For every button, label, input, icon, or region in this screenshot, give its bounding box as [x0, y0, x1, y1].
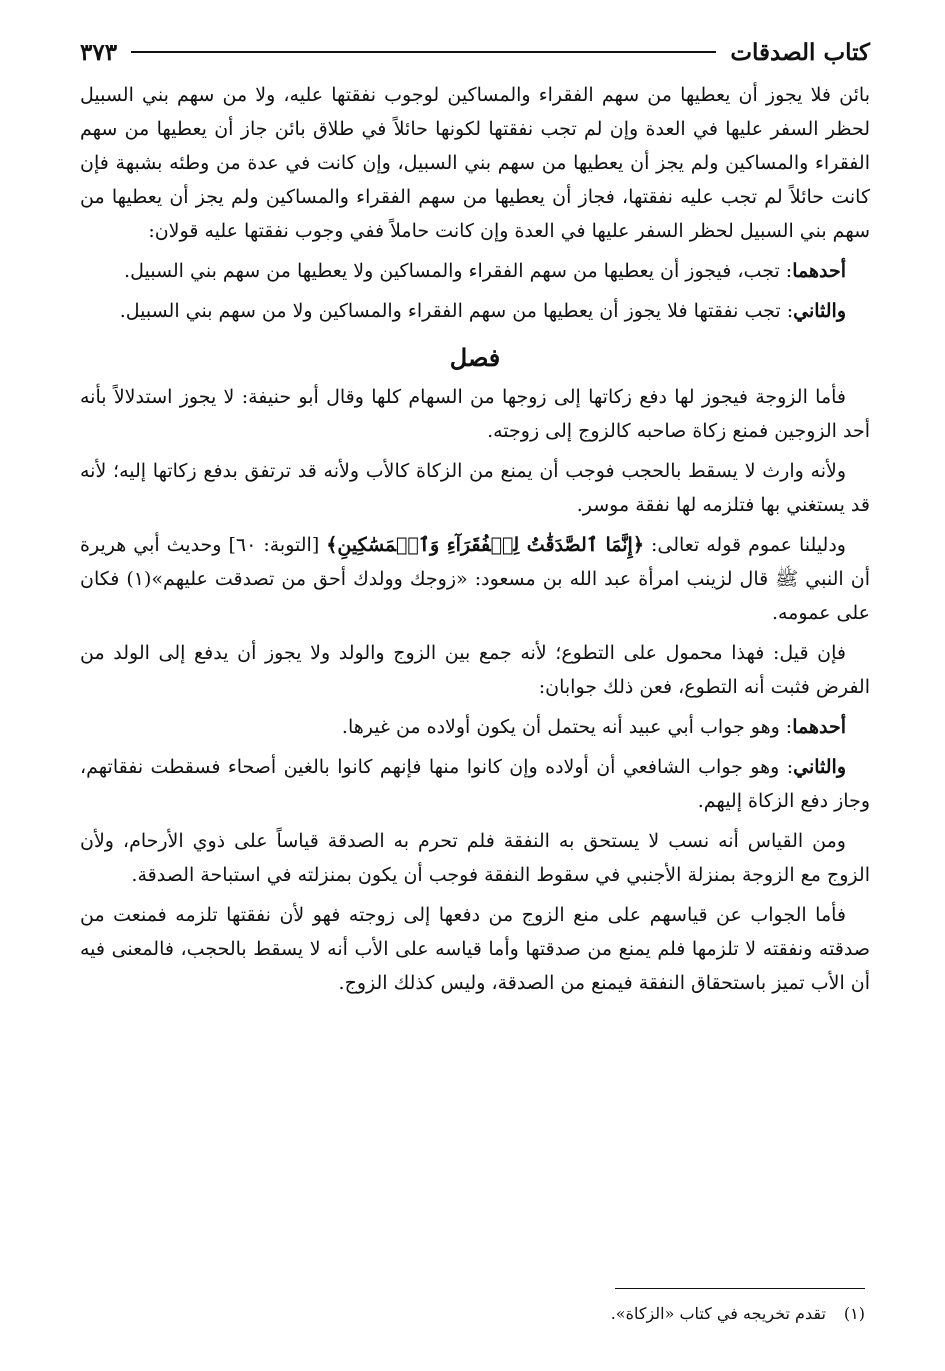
- paragraph-evidence: [80, 528, 870, 630]
- answer-first: [80, 710, 870, 744]
- opinion-second: [80, 294, 870, 328]
- page-number: ٣٧٣: [80, 38, 118, 66]
- footnote: [75, 1300, 865, 1328]
- footnote-number: (١): [843, 1304, 865, 1323]
- opinion-first-text: : تجب، فيجوز أن يعطيها من سهم الفقراء والمساكين ولا يعطيها من سهم بني السبيل.: [124, 260, 793, 282]
- body-text: [80, 78, 870, 1000]
- answer-first-text: : وهو جواب أبي عبيد أنه يحتمل أن يكون أولاده من غيرها.: [341, 716, 793, 738]
- paragraph-heir: ولأنه وارث لا يسقط بالحجب فوجب أن يمنع من الزكاة كالأب ولأنه قد ترتفق بدفع زكاتها إليه؛ لأنه قد يستغني بها فتلزمه لها نفقة موسر.: [80, 460, 870, 516]
- paragraph-objection: فإن قيل: فهذا محمول على التطوع؛ لأنه جمع بين الزوج والولد ولا يجوز أن يدفع إلى الولد من الفرض فثبت أنه التطوع، فعن ذلك جوابان:: [80, 642, 870, 698]
- footnote-rule: [615, 1288, 865, 1289]
- page: [80, 30, 870, 1006]
- paragraph-reply: فأما الجواب عن قياسهم على منع الزوج من دفعها إلى زوجته فهو لأن نفقتها تلزمه فمنعت من صدقته ونفقته لا تلزمها فلم يمنع من صدقتها وأما قياسه على الأب أنه لا يسقط بالحجب، فالمعنى فيه أن الأب تميز باستحقاق النفقة فيمنع من الصدقة، وليس كذلك الزوج.: [80, 904, 870, 994]
- verse-reference: [التوبة: ٦٠]: [221, 534, 327, 556]
- footnote-text: تقدم تخريجه في كتاب «الزكاة».: [610, 1304, 826, 1323]
- opinion-first: [80, 254, 870, 288]
- answer-second-text: : وهو جواب الشافعي أن أولاده وإن كانوا منها فإنهم كانوا بالغين أصحاء فسقطت نفقاتهم، وجاز دفع الزكاة إليهم.: [80, 756, 870, 812]
- quran-verse: ﴿إِنَّمَا ٱلصَّدَقَٰتُ لِلۡفُقَرَآءِ وَٱلۡمَسَٰكِينِ﴾: [326, 534, 644, 556]
- hadith-text: وحديث أبي هريرة أن النبي ﷺ قال لزينب امرأة عبد الله بن مسعود: «زوجك وولدك أحق من تصدقت عليهم»(١) فكان على عمومه.: [80, 534, 870, 624]
- answer-second-term: والثاني: [793, 756, 846, 778]
- evidence-intro: ودليلنا عموم قوله تعالى:: [643, 534, 846, 556]
- opinion-second-term: والثاني: [793, 300, 846, 322]
- answer-second: [80, 750, 870, 818]
- answer-first-term: أحدهما: [792, 716, 846, 738]
- header-rule: [131, 51, 716, 53]
- paragraph-wife-zakat: فأما الزوجة فيجوز لها دفع زكاتها إلى زوجها من السهام كلها وقال أبو حنيفة: لا يجوز استدلالاً بأنه أحد الزوجين فمنع زكاة صاحبه كالزوج إلى زوجته.: [80, 386, 870, 442]
- paragraph-continued: بائن فلا يجوز أن يعطيها من سهم الفقراء والمساكين لوجوب نفقتها عليه، ولا من سهم بني السبيل لحظر السفر عليها في العدة وإن لم تجب نفقتها لكونها حائلاً في طلاق بائن جاز أن يعطيها من سهم الفقراء والمساكين ولم يجز أن يعطيها من سهم بني السبيل، وإن كانت في عدة من وطئه بشبهة فإن كانت حائلاً لم تجب عليه نفقتها، فجاز أن يعطيها من سهم الفقراء والمساكين ولم يجز أن يعطيها من سهم بني السبيل لحظر السفر عليها في العدة وإن كانت حاملاً ففي وجوب نفقتها عليه قولان:: [80, 84, 870, 242]
- paragraph-analogy: ومن القياس أنه نسب لا يستحق به النفقة فلم تحرم به الصدقة قياساً على ذوي الأرحام، ولأن الزوج مع الزوجة بمنزلة الأجنبي في سقوط النفقة فوجب أن يكون بمنزلته في استباحة الصدقة.: [80, 830, 870, 886]
- book-title: كتاب الصدقات: [730, 38, 870, 66]
- section-heading: فصل: [449, 343, 501, 372]
- running-header: [80, 30, 870, 74]
- opinion-first-term: أحدهما: [792, 260, 846, 282]
- opinion-second-text: : تجب نفقتها فلا يجوز أن يعطيها من سهم الفقراء والمساكين ولا من سهم بني السبيل.: [119, 300, 794, 322]
